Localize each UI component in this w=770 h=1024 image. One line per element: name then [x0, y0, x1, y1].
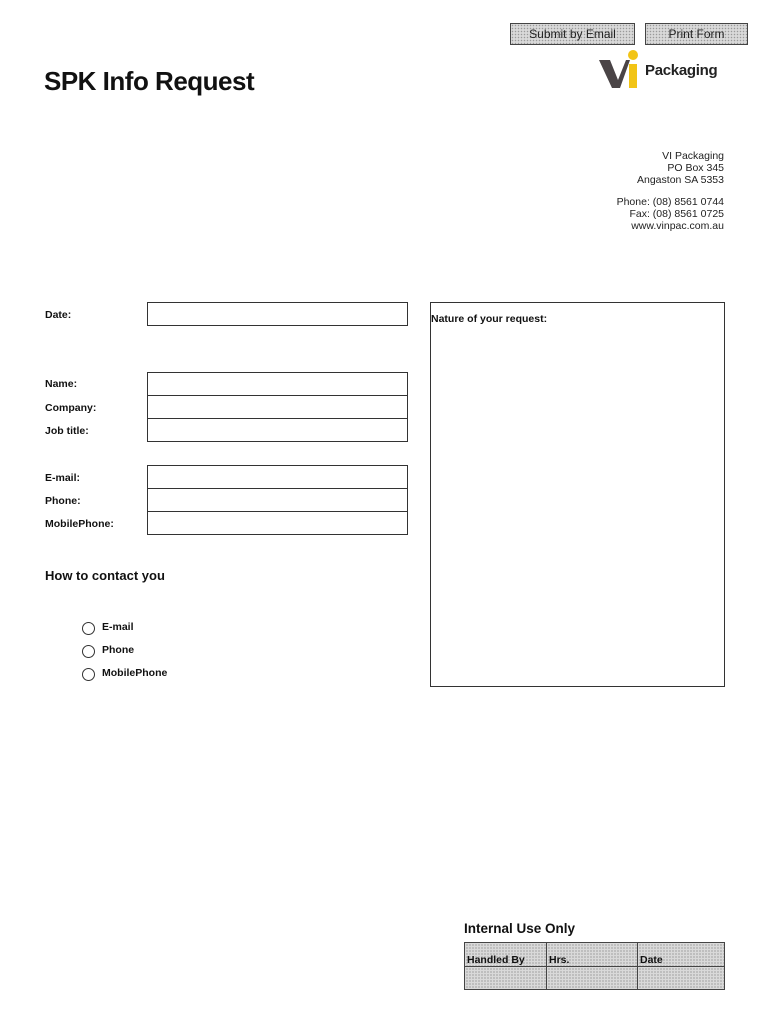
fax-line: Fax: (08) 8561 0725: [629, 208, 724, 220]
hours-cell[interactable]: [547, 967, 638, 990]
contact-preference-heading: How to contact you: [45, 568, 165, 583]
address-block: [617, 150, 724, 232]
page-title: SPK Info Request: [44, 66, 255, 96]
email-field[interactable]: [147, 465, 408, 489]
handled-by-cell[interactable]: [465, 967, 547, 990]
vi-logo-icon: [598, 48, 650, 92]
company-field[interactable]: [147, 395, 408, 419]
phone-field[interactable]: [147, 488, 408, 512]
mobile-phone-field[interactable]: [147, 511, 408, 535]
job-title-field[interactable]: [147, 418, 408, 442]
date-cell[interactable]: [638, 967, 725, 990]
submit-by-email-button[interactable]: Submit by Email: [510, 23, 635, 45]
contact-phone-radio[interactable]: [82, 645, 95, 658]
contact-email-label: E-mail: [102, 621, 134, 633]
company-logo: [598, 48, 728, 92]
company-label: Company:: [45, 402, 97, 414]
contact-email-radio[interactable]: [82, 622, 95, 635]
phone-label: Phone:: [45, 495, 81, 507]
date-label: Date:: [45, 309, 72, 321]
internal-use-heading: Internal Use Only: [464, 921, 576, 936]
nature-of-request-textarea[interactable]: [430, 302, 725, 687]
contact-mobile-label: MobilePhone: [102, 667, 168, 679]
address-line: PO Box 345: [667, 162, 724, 174]
name-field[interactable]: [147, 372, 408, 396]
print-form-button[interactable]: Print Form: [645, 23, 748, 45]
address-line: VI Packaging: [662, 150, 724, 162]
name-label: Name:: [45, 378, 78, 390]
logo-wordmark: Packaging: [645, 62, 718, 79]
mobile-phone-label: MobilePhone:: [45, 518, 114, 530]
date-header: Date: [638, 943, 725, 967]
address-line: Angaston SA 5353: [637, 174, 724, 186]
date-field[interactable]: [147, 302, 408, 326]
phone-line: Phone: (08) 8561 0744: [616, 196, 724, 208]
email-label: E-mail:: [45, 472, 81, 484]
website-line: www.vinpac.com.au: [631, 220, 724, 232]
nature-of-request-label: Nature of your request:: [431, 313, 548, 325]
hours-header: Hrs.: [547, 943, 638, 967]
internal-use-table: [464, 942, 725, 990]
job-title-label: Job title:: [45, 425, 89, 437]
contact-phone-label: Phone: [102, 644, 135, 656]
handled-by-header: Handled By: [465, 943, 547, 967]
contact-mobile-radio[interactable]: [82, 668, 95, 681]
